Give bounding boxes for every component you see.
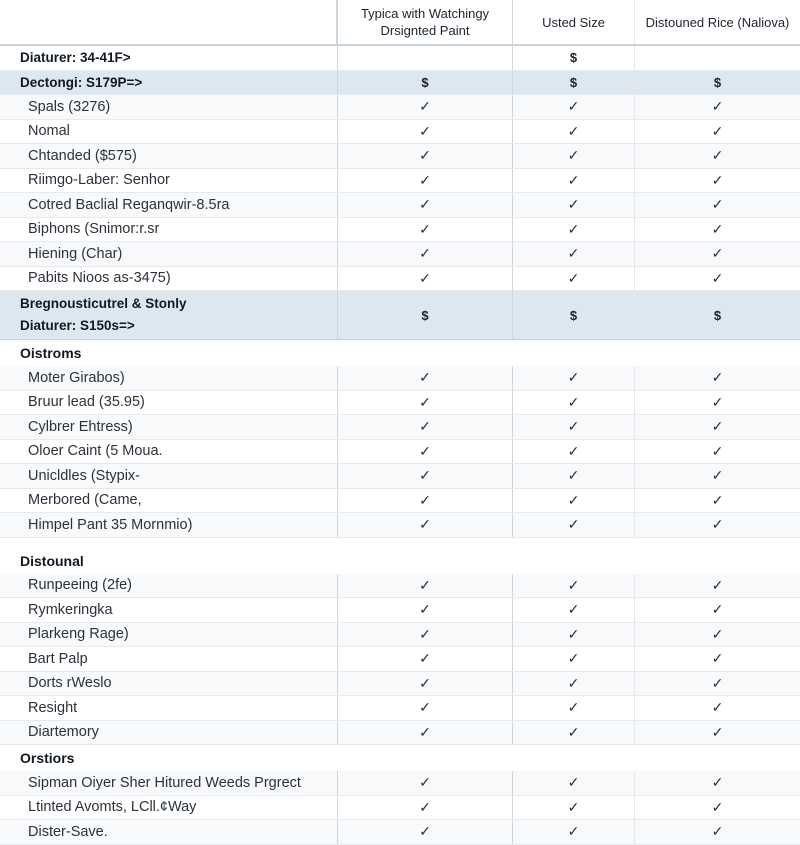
check-icon: ✓ (512, 820, 634, 844)
check-icon: ✓ (337, 242, 512, 266)
table-row (0, 366, 800, 391)
check-icon: ✓ (512, 598, 634, 622)
row-label: Nomal (28, 123, 70, 140)
group-3 (0, 574, 800, 746)
row-label: Biphons (Snimor:r.sr (28, 221, 160, 238)
check-icon: ✓ (337, 144, 512, 168)
price-marker: $ (634, 291, 800, 339)
check-icon: ✓ (337, 721, 512, 745)
check-icon: ✓ (634, 169, 800, 193)
check-icon: ✓ (512, 771, 634, 795)
check-icon: ✓ (634, 574, 800, 598)
row-label: Diartemory (28, 724, 99, 741)
check-icon: ✓ (512, 218, 634, 242)
row-label: Diaturer: 34-41F> (20, 50, 131, 66)
check-icon: ✓ (634, 366, 800, 390)
row-label: Pabits Nioos as-3475) (28, 270, 171, 287)
check-icon: ✓ (337, 820, 512, 844)
row-label: Himpel Pant 35 Mornmio) (28, 516, 193, 533)
table-row (0, 120, 800, 145)
check-icon: ✓ (634, 489, 800, 513)
price-marker: $ (512, 46, 634, 70)
section-heading (0, 340, 800, 366)
row-label: Hiening (Char) (28, 245, 123, 262)
row-label: Dister-Save. (28, 823, 108, 840)
table-row (0, 820, 800, 845)
group-2-title: Bregnousticutrel & Stonly (20, 296, 187, 311)
check-icon: ✓ (512, 193, 634, 217)
check-icon: ✓ (512, 696, 634, 720)
table-row (0, 513, 800, 538)
check-icon: ✓ (337, 169, 512, 193)
table-row (0, 598, 800, 623)
check-icon: ✓ (337, 796, 512, 820)
check-icon: ✓ (512, 489, 634, 513)
row-label: Resight (28, 699, 78, 716)
check-icon: ✓ (512, 796, 634, 820)
check-icon: ✓ (634, 696, 800, 720)
check-icon: ✓ (634, 598, 800, 622)
price-marker: $ (512, 291, 634, 339)
check-icon: ✓ (337, 218, 512, 242)
table-row (0, 721, 800, 746)
check-icon: ✓ (512, 721, 634, 745)
row-label: Riimgo-Laber: Senhor (28, 172, 170, 189)
check-icon: ✓ (512, 366, 634, 390)
table-row (0, 672, 800, 697)
group-2-header (0, 291, 800, 340)
check-icon: ✓ (337, 391, 512, 415)
check-icon: ✓ (337, 696, 512, 720)
check-icon: ✓ (512, 242, 634, 266)
price-marker (634, 46, 800, 70)
check-icon: ✓ (512, 574, 634, 598)
section-title: Distounal (20, 552, 84, 569)
group-2-subtitle: Diaturer: S150s=> (20, 318, 135, 333)
check-icon: ✓ (337, 771, 512, 795)
row-label: Unicldles (Stypix- (28, 467, 140, 484)
check-icon: ✓ (337, 415, 512, 439)
price-marker: $ (337, 71, 512, 95)
row-label: Bart Palp (28, 650, 88, 667)
check-icon: ✓ (512, 623, 634, 647)
table-row (0, 647, 800, 672)
check-icon: ✓ (337, 672, 512, 696)
check-icon: ✓ (634, 267, 800, 291)
check-icon: ✓ (634, 464, 800, 488)
section-heading (0, 745, 800, 771)
check-icon: ✓ (512, 513, 634, 537)
check-icon: ✓ (337, 366, 512, 390)
table-row (0, 391, 800, 416)
table-row (0, 193, 800, 218)
check-icon: ✓ (512, 647, 634, 671)
group-1 (0, 95, 800, 291)
check-icon: ✓ (634, 193, 800, 217)
check-icon: ✓ (337, 193, 512, 217)
row-label: Cylbrer Ehtress) (28, 418, 133, 435)
check-icon: ✓ (512, 415, 634, 439)
row-label: Dorts rWeslo (28, 675, 112, 692)
check-icon: ✓ (512, 391, 634, 415)
check-icon: ✓ (634, 120, 800, 144)
header-col-2: Typica with Watchingy Drsignted Paint (337, 0, 512, 44)
table-row (0, 267, 800, 292)
check-icon: ✓ (634, 218, 800, 242)
check-icon: ✓ (512, 672, 634, 696)
table-row (0, 71, 800, 96)
check-icon: ✓ (337, 120, 512, 144)
row-label: Rymkeringka (28, 601, 113, 618)
check-icon: ✓ (337, 647, 512, 671)
row-label: Bruur lead (35.95) (28, 394, 145, 411)
check-icon: ✓ (337, 574, 512, 598)
table-row (0, 796, 800, 821)
section-heading (0, 548, 800, 574)
price-marker: $ (634, 71, 800, 95)
table-row (0, 574, 800, 599)
table-row (0, 218, 800, 243)
table-row (0, 46, 800, 71)
price-marker: $ (337, 291, 512, 339)
check-icon: ✓ (512, 120, 634, 144)
check-icon: ✓ (634, 721, 800, 745)
check-icon: ✓ (512, 144, 634, 168)
row-label: Plarkeng Rage) (28, 626, 129, 643)
check-icon: ✓ (337, 267, 512, 291)
row-label: Dectongi: S179P=> (20, 74, 143, 90)
table-row (0, 771, 800, 796)
check-icon: ✓ (337, 598, 512, 622)
header-empty-cell (0, 0, 337, 44)
group-4 (0, 771, 800, 845)
table-row (0, 440, 800, 465)
check-icon: ✓ (337, 440, 512, 464)
table-row (0, 415, 800, 440)
table-row (0, 169, 800, 194)
check-icon: ✓ (337, 513, 512, 537)
table-row (0, 95, 800, 120)
row-label: Oloer Caint (5 Moua. (28, 443, 163, 460)
table-row (0, 144, 800, 169)
check-icon: ✓ (634, 242, 800, 266)
check-icon: ✓ (634, 771, 800, 795)
check-icon: ✓ (634, 820, 800, 844)
check-icon: ✓ (634, 796, 800, 820)
header-col-3: Usted Size (512, 0, 634, 44)
row-label: Moter Girabos) (28, 369, 125, 386)
check-icon: ✓ (634, 95, 800, 119)
header-col-4: Distouned Rice (Naliova) (634, 0, 800, 44)
section-title: Oistroms (20, 345, 82, 361)
table-row (0, 696, 800, 721)
check-icon: ✓ (634, 391, 800, 415)
row-label: Cotred Baclial Reganqwir-8.5ra (28, 196, 230, 213)
price-marker (337, 46, 512, 70)
section-title: Orstiors (20, 750, 75, 766)
table-row (0, 464, 800, 489)
check-icon: ✓ (512, 169, 634, 193)
check-icon: ✓ (337, 95, 512, 119)
check-icon: ✓ (512, 464, 634, 488)
table-row (0, 489, 800, 514)
table-header (0, 0, 800, 46)
check-icon: ✓ (634, 647, 800, 671)
check-icon: ✓ (634, 415, 800, 439)
row-label: Merbored (Came, (28, 492, 142, 509)
check-icon: ✓ (337, 489, 512, 513)
row-label: Spals (3276) (28, 98, 111, 115)
check-icon: ✓ (634, 144, 800, 168)
row-label: Runpeeing (2fe) (28, 577, 132, 594)
check-icon: ✓ (512, 440, 634, 464)
check-icon: ✓ (634, 440, 800, 464)
row-label: Sipman Oiyer Sher Hitured Weeds Prgrect (28, 774, 301, 791)
check-icon: ✓ (634, 513, 800, 537)
check-icon: ✓ (634, 672, 800, 696)
row-label: Ltinted Avomts, LCll.¢Way (28, 799, 197, 816)
check-icon: ✓ (512, 267, 634, 291)
group-2 (0, 366, 800, 538)
price-marker: $ (512, 71, 634, 95)
group-2-header-label (0, 291, 337, 339)
row-label: Chtanded ($575) (28, 147, 137, 164)
check-icon: ✓ (337, 464, 512, 488)
table-row (0, 623, 800, 648)
check-icon: ✓ (512, 95, 634, 119)
check-icon: ✓ (634, 623, 800, 647)
check-icon: ✓ (337, 623, 512, 647)
table-row (0, 242, 800, 267)
